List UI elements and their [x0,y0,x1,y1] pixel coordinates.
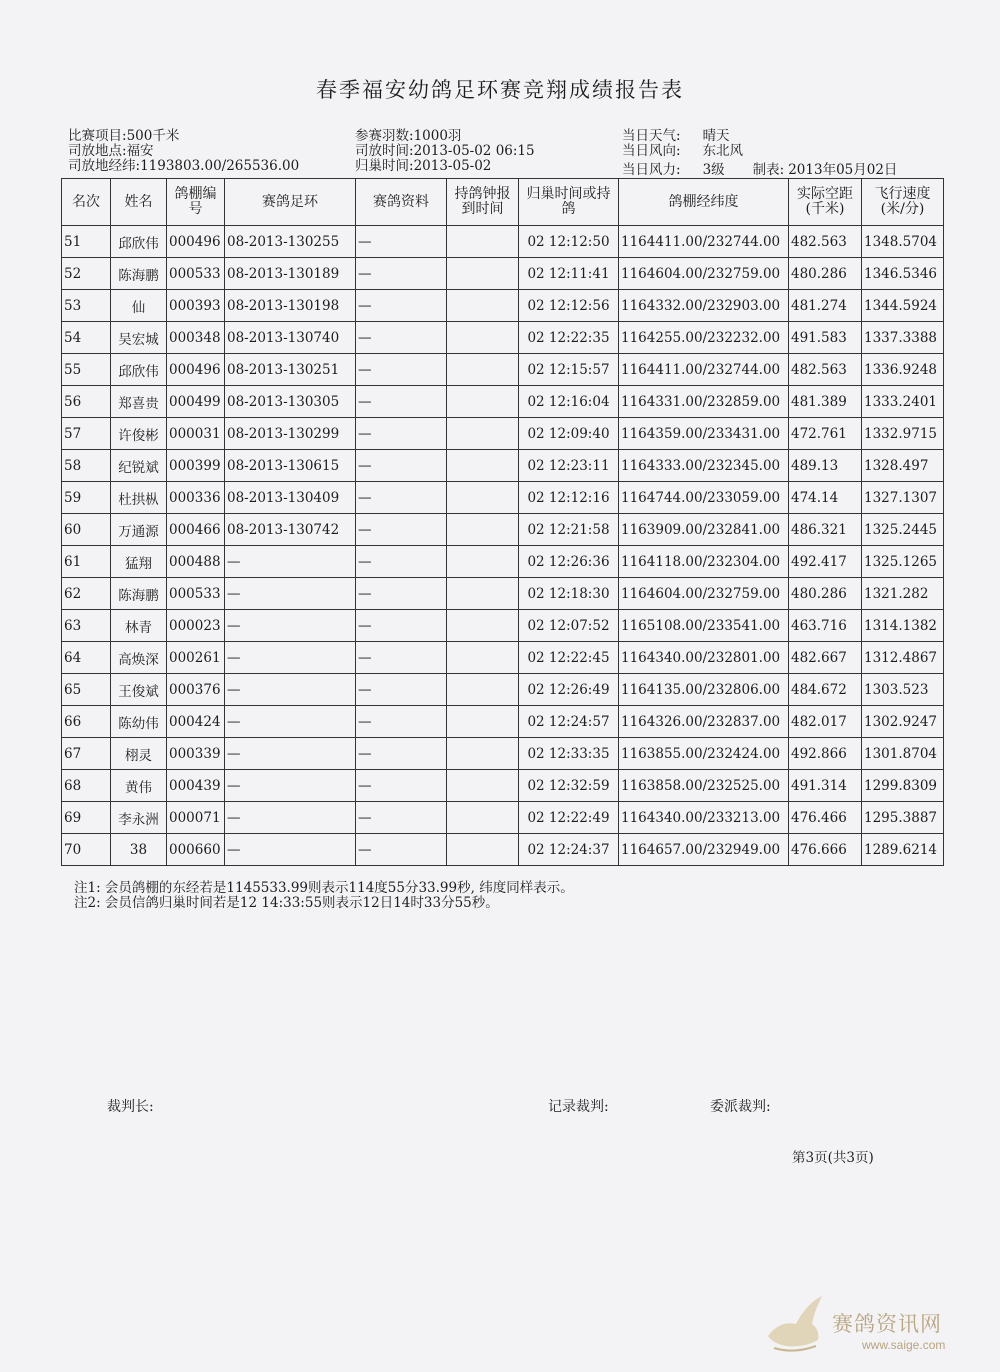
cell-speed: 1289.6214 [862,834,944,866]
cell-loft-coords: 1164326.00/232837.00 [619,706,789,738]
table-row [62,642,944,674]
cell-loft-coords: 1164411.00/232744.00 [619,226,789,258]
cell-clock-time [447,642,519,674]
cell-pigeon-info: — [356,258,447,290]
cell-clock-time [447,578,519,610]
cell-loft-coords: 1164604.00/232759.00 [619,578,789,610]
cell-pigeon-info: — [356,738,447,770]
cell-ring: — [225,834,356,866]
cell-name: 李永洲 [111,802,167,834]
cell-ring: 08-2013-130189 [225,258,356,290]
cell-name: 邱欣伟 [111,226,167,258]
cell-loft-id: 000466 [167,514,225,546]
cell-speed: 1325.2445 [862,514,944,546]
cell-rank: 51 [62,226,111,258]
cell-name: 杜拱枞 [111,482,167,514]
cell-ring: — [225,802,356,834]
table-row [62,258,944,290]
cell-pigeon-info: — [356,290,447,322]
table-row [62,482,944,514]
cell-distance: 482.563 [789,354,862,386]
cell-arrival: 02 12:22:35 [519,322,619,354]
cell-distance: 481.389 [789,386,862,418]
cell-speed: 1348.5704 [862,226,944,258]
cell-clock-time [447,834,519,866]
cell-arrival: 02 12:12:50 [519,226,619,258]
col-header-pigeon-info: 赛鸽资料 [356,179,447,226]
cell-clock-time [447,258,519,290]
cell-loft-id: 000031 [167,418,225,450]
cell-speed: 1327.1307 [862,482,944,514]
cell-rank: 67 [62,738,111,770]
cell-clock-time [447,290,519,322]
table-row [62,418,944,450]
col-header-rank: 名次 [62,179,111,226]
cell-name: 陈海鹏 [111,258,167,290]
cell-distance: 480.286 [789,578,862,610]
cell-rank: 69 [62,802,111,834]
cell-pigeon-info: — [356,642,447,674]
return-date: 归巢时间:2013-05-02 [355,158,492,174]
cell-speed: 1299.8309 [862,770,944,802]
cell-pigeon-info: — [356,514,447,546]
cell-rank: 61 [62,546,111,578]
cell-speed: 1302.9247 [862,706,944,738]
cell-ring: 08-2013-130251 [225,354,356,386]
chief-judge-signature: 裁判长: [107,1099,154,1115]
col-header-distance: 实际空距(千米) [789,179,862,226]
cell-arrival: 02 12:24:57 [519,706,619,738]
note-2: 注2: 会员信鸽归巢时间若是12 14:33:55则表示12日14时33分55秒。 [74,895,499,911]
cell-arrival: 02 12:21:58 [519,514,619,546]
col-header-loft-id: 鸽棚编号 [167,179,225,226]
cell-arrival: 02 12:22:49 [519,802,619,834]
cell-loft-coords: 1164340.00/232801.00 [619,642,789,674]
cell-loft-coords: 1165108.00/233541.00 [619,610,789,642]
cell-pigeon-info: — [356,770,447,802]
col-header-ring: 赛鸽足环 [225,179,356,226]
col-header-speed: 飞行速度(米/分) [862,179,944,226]
table-header-row [62,179,944,226]
cell-pigeon-info: — [356,226,447,258]
page-number: 第3页(共3页) [792,1150,874,1166]
cell-loft-coords: 1164255.00/232232.00 [619,322,789,354]
cell-speed: 1303.523 [862,674,944,706]
cell-distance: 476.666 [789,834,862,866]
race-item: 比赛项目:500千米 [68,128,180,144]
table-row [62,386,944,418]
cell-loft-id: 000376 [167,674,225,706]
cell-arrival: 02 12:15:57 [519,354,619,386]
cell-ring: — [225,642,356,674]
table-row [62,578,944,610]
cell-ring: 08-2013-130255 [225,226,356,258]
cell-loft-coords: 1164657.00/232949.00 [619,834,789,866]
cell-distance: 489.13 [789,450,862,482]
cell-distance: 476.466 [789,802,862,834]
cell-loft-coords: 1164332.00/232903.00 [619,290,789,322]
cell-arrival: 02 12:26:49 [519,674,619,706]
cell-arrival: 02 12:32:59 [519,770,619,802]
cell-clock-time [447,418,519,450]
cell-clock-time [447,514,519,546]
cell-distance: 481.274 [789,290,862,322]
cell-loft-id: 000424 [167,706,225,738]
cell-clock-time [447,226,519,258]
table-row [62,546,944,578]
cell-pigeon-info: — [356,322,447,354]
cell-distance: 492.417 [789,546,862,578]
cell-loft-id: 000533 [167,578,225,610]
cell-loft-id: 000336 [167,482,225,514]
cell-ring: 08-2013-130615 [225,450,356,482]
cell-rank: 56 [62,386,111,418]
cell-name: 许俊彬 [111,418,167,450]
cell-arrival: 02 12:18:30 [519,578,619,610]
cell-name: 王俊斌 [111,674,167,706]
cell-pigeon-info: — [356,354,447,386]
cell-clock-time [447,706,519,738]
cell-rank: 66 [62,706,111,738]
delegated-judge-signature: 委派裁判: [710,1099,771,1115]
cell-clock-time [447,770,519,802]
cell-clock-time [447,674,519,706]
cell-arrival: 02 12:07:52 [519,610,619,642]
cell-speed: 1295.3887 [862,802,944,834]
cell-speed: 1332.9715 [862,418,944,450]
cell-pigeon-info: — [356,802,447,834]
cell-rank: 63 [62,610,111,642]
cell-distance: 463.716 [789,610,862,642]
cell-name: 林青 [111,610,167,642]
cell-pigeon-info: — [356,386,447,418]
cell-loft-id: 000399 [167,450,225,482]
cell-distance: 491.314 [789,770,862,802]
cell-rank: 54 [62,322,111,354]
watermark-url: www.saige.com [862,1338,946,1352]
cell-arrival: 02 12:09:40 [519,418,619,450]
release-coordinates: 司放地经纬:1193803.00/265536.00 [68,158,300,174]
cell-loft-id: 000261 [167,642,225,674]
cell-rank: 62 [62,578,111,610]
cell-name: 黄伟 [111,770,167,802]
cell-pigeon-info: — [356,706,447,738]
cell-rank: 68 [62,770,111,802]
table-row [62,610,944,642]
release-site: 司放地点:福安 [68,143,154,159]
cell-loft-coords: 1164411.00/232744.00 [619,354,789,386]
cell-loft-coords: 1164359.00/233431.00 [619,418,789,450]
cell-loft-id: 000071 [167,802,225,834]
cell-speed: 1314.1382 [862,610,944,642]
cell-ring: 08-2013-130305 [225,386,356,418]
cell-ring: 08-2013-130740 [225,322,356,354]
cell-loft-coords: 1164333.00/232345.00 [619,450,789,482]
table-row [62,706,944,738]
cell-ring: 08-2013-130409 [225,482,356,514]
note-1: 注1: 会员鸽棚的东经若是1145533.99则表示114度55分33.99秒, 纬度同样表示。 [74,880,574,896]
table-row [62,834,944,866]
cell-speed: 1336.9248 [862,354,944,386]
col-header-loft-coords: 鸽棚经纬度 [619,179,789,226]
cell-pigeon-info: — [356,610,447,642]
col-header-name: 姓名 [111,179,167,226]
cell-distance: 486.321 [789,514,862,546]
pigeon-logo-icon [760,1290,830,1356]
cell-distance: 482.667 [789,642,862,674]
cell-arrival: 02 12:33:35 [519,738,619,770]
cell-loft-id: 000488 [167,546,225,578]
cell-arrival: 02 12:16:04 [519,386,619,418]
cell-rank: 65 [62,674,111,706]
cell-pigeon-info: — [356,482,447,514]
cell-loft-id: 000393 [167,290,225,322]
cell-pigeon-info: — [356,450,447,482]
recording-judge-signature: 记录裁判: [548,1099,609,1115]
cell-clock-time [447,386,519,418]
cell-speed: 1325.1265 [862,546,944,578]
table-row [62,802,944,834]
cell-speed: 1301.8704 [862,738,944,770]
cell-rank: 58 [62,450,111,482]
cell-name: 高焕深 [111,642,167,674]
cell-arrival: 02 12:24:37 [519,834,619,866]
cell-loft-coords: 1164118.00/232304.00 [619,546,789,578]
cell-speed: 1337.3388 [862,322,944,354]
watermark-site-name: 赛鸽资讯网 [832,1312,942,1336]
cell-rank: 53 [62,290,111,322]
cell-speed: 1333.2401 [862,386,944,418]
cell-pigeon-info: — [356,578,447,610]
cell-distance: 480.286 [789,258,862,290]
cell-loft-coords: 1164331.00/232859.00 [619,386,789,418]
release-time: 司放时间:2013-05-02 06:15 [355,143,535,159]
cell-loft-coords: 1164604.00/232759.00 [619,258,789,290]
report-title: 春季福安幼鸽足环赛竞翔成绩报告表 [316,78,684,102]
cell-clock-time [447,482,519,514]
cell-ring: 08-2013-130742 [225,514,356,546]
cell-clock-time [447,738,519,770]
table-row [62,674,944,706]
cell-name: 栩灵 [111,738,167,770]
cell-name: 邱欣伟 [111,354,167,386]
cell-loft-coords: 1164744.00/233059.00 [619,482,789,514]
wind-direction: 当日风向: 东北风 [622,143,744,159]
cell-speed: 1328.497 [862,450,944,482]
cell-clock-time [447,322,519,354]
cell-pigeon-info: — [356,834,447,866]
cell-clock-time [447,354,519,386]
cell-name: 仙 [111,290,167,322]
cell-rank: 57 [62,418,111,450]
cell-speed: 1312.4867 [862,642,944,674]
cell-ring: 08-2013-130299 [225,418,356,450]
results-table [61,178,944,866]
cell-loft-coords: 1163855.00/232424.00 [619,738,789,770]
cell-arrival: 02 12:26:36 [519,546,619,578]
cell-ring: — [225,674,356,706]
cell-loft-id: 000496 [167,354,225,386]
cell-loft-id: 000439 [167,770,225,802]
cell-ring: 08-2013-130198 [225,290,356,322]
cell-rank: 60 [62,514,111,546]
cell-clock-time [447,450,519,482]
cell-distance: 482.017 [789,706,862,738]
cell-loft-id: 000023 [167,610,225,642]
cell-distance: 484.672 [789,674,862,706]
cell-clock-time [447,546,519,578]
cell-distance: 474.14 [789,482,862,514]
cell-loft-id: 000499 [167,386,225,418]
col-header-arrival: 归巢时间或持鸽 [519,179,619,226]
table-row [62,354,944,386]
table-row [62,450,944,482]
cell-loft-coords: 1164340.00/233213.00 [619,802,789,834]
cell-distance: 482.563 [789,226,862,258]
cell-pigeon-info: — [356,674,447,706]
cell-name: 陈幼伟 [111,706,167,738]
cell-loft-id: 000660 [167,834,225,866]
cell-rank: 52 [62,258,111,290]
table-row [62,770,944,802]
cell-rank: 64 [62,642,111,674]
cell-speed: 1346.5346 [862,258,944,290]
cell-rank: 59 [62,482,111,514]
cell-distance: 492.866 [789,738,862,770]
cell-loft-coords: 1163909.00/232841.00 [619,514,789,546]
cell-arrival: 02 12:22:45 [519,642,619,674]
cell-ring: — [225,546,356,578]
cell-loft-id: 000339 [167,738,225,770]
col-header-clock-time: 持鸽钟报到时间 [447,179,519,226]
cell-arrival: 02 12:12:56 [519,290,619,322]
cell-arrival: 02 12:23:11 [519,450,619,482]
cell-speed: 1344.5924 [862,290,944,322]
cell-name: 陈海鹏 [111,578,167,610]
cell-arrival: 02 12:12:16 [519,482,619,514]
cell-clock-time [447,610,519,642]
cell-rank: 55 [62,354,111,386]
cell-speed: 1321.282 [862,578,944,610]
entry-count: 参赛羽数:1000羽 [355,128,462,144]
cell-pigeon-info: — [356,418,447,450]
cell-name: 38 [111,834,167,866]
cell-name: 吴宏城 [111,322,167,354]
table-row [62,322,944,354]
cell-name: 猛翔 [111,546,167,578]
cell-distance: 491.583 [789,322,862,354]
cell-name: 郑喜贵 [111,386,167,418]
cell-loft-coords: 1163858.00/232525.00 [619,770,789,802]
cell-loft-id: 000496 [167,226,225,258]
weather: 当日天气: 晴天 [622,128,730,144]
cell-loft-coords: 1164135.00/232806.00 [619,674,789,706]
table-row [62,514,944,546]
cell-distance: 472.761 [789,418,862,450]
cell-name: 万通源 [111,514,167,546]
cell-loft-id: 000348 [167,322,225,354]
cell-name: 纪锐斌 [111,450,167,482]
cell-ring: — [225,706,356,738]
cell-ring: — [225,738,356,770]
table-row [62,290,944,322]
cell-pigeon-info: — [356,546,447,578]
cell-loft-id: 000533 [167,258,225,290]
cell-ring: — [225,770,356,802]
cell-ring: — [225,610,356,642]
cell-arrival: 02 12:11:41 [519,258,619,290]
cell-clock-time [447,802,519,834]
table-row [62,226,944,258]
table-body [62,226,944,866]
cell-rank: 70 [62,834,111,866]
cell-ring: — [225,578,356,610]
table-row [62,738,944,770]
wind-force: 当日风力: 3级 制表: 2013年05月02日 [622,162,898,178]
